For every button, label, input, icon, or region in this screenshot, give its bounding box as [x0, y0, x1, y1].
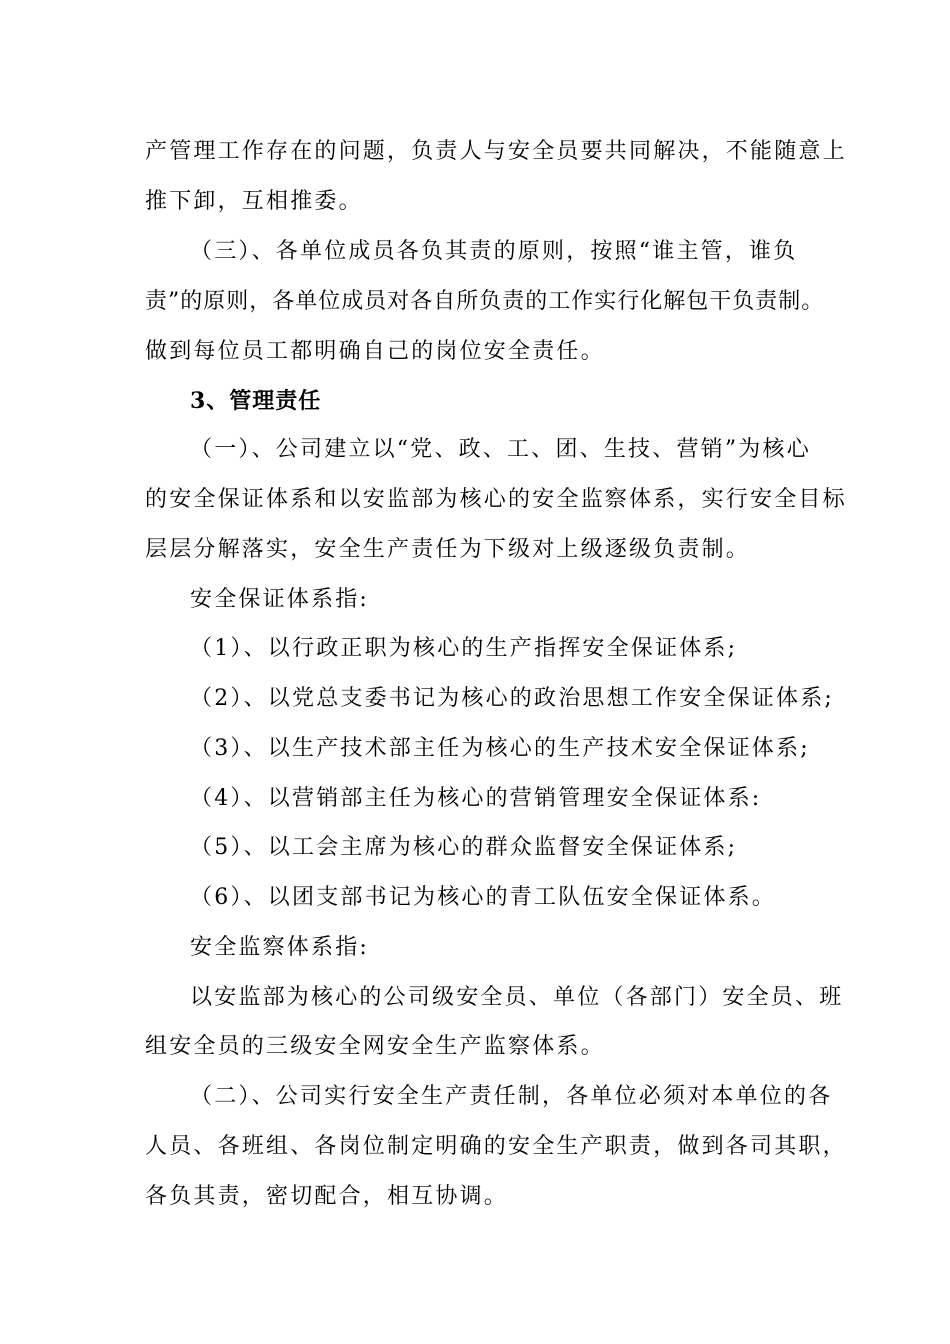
- paragraph-line: 各负其责，密切配合，相互协调。: [145, 1184, 509, 1209]
- paragraph-line: 的安全保证体系和以安监部为核心的安全监察体系，实行安全目标: [145, 487, 847, 512]
- paragraph-line: 层层分解落实，安全生产责任为下级对上级逐级负责制。: [145, 537, 751, 562]
- paragraph-line: 做到每位员工都明确自己的岗位安全责任。: [145, 339, 605, 364]
- paragraph-line: （三）、各单位成员各负其责的原则，按照“谁主管，谁负: [190, 239, 798, 264]
- paragraph-line: 推下卸，互相推委。: [145, 189, 363, 214]
- paragraph-line: 责”的原则，各单位成员对各自所负责的工作实行化解包干负责制。: [145, 289, 825, 314]
- paragraph-line: （二）、公司实行安全生产责任制，各单位必须对本单位的各: [190, 1084, 833, 1109]
- paragraph-line: 以安监部为核心的公司级安全员、单位（各部门）安全员、班: [190, 985, 844, 1010]
- paragraph-line: 安全监察体系指:: [190, 935, 370, 960]
- list-item: （5）、以工会主席为核心的群众监督安全保证体系;: [190, 835, 738, 860]
- list-item: （3）、以生产技术部主任为核心的生产技术安全保证体系;: [190, 736, 810, 761]
- list-item: （1）、以行政正职为核心的生产指挥安全保证体系;: [190, 636, 738, 661]
- paragraph-line: 组安全员的三级安全网安全生产监察体系。: [145, 1034, 605, 1059]
- list-item: （6）、以团支部书记为核心的青工队伍安全保证体系。: [190, 885, 776, 910]
- paragraph-line: （一）、公司建立以“党、政、工、团、生技、营销”为核心: [190, 437, 811, 462]
- paragraph-line: 人员、各班组、各岗位制定明确的安全生产职责，做到各司其职，: [145, 1134, 847, 1159]
- list-item: （2）、以党总支委书记为核心的政治思想工作安全保证体系;: [190, 686, 835, 711]
- paragraph-line: 安全保证体系指:: [190, 587, 370, 612]
- paragraph-line: 产管理工作存在的问题，负责人与安全员要共同解决，不能随意上: [145, 139, 847, 164]
- section-heading: 3、管理责任: [190, 388, 322, 414]
- list-item: （4）、以营销部主任为核心的营销管理安全保证体系:: [190, 786, 762, 811]
